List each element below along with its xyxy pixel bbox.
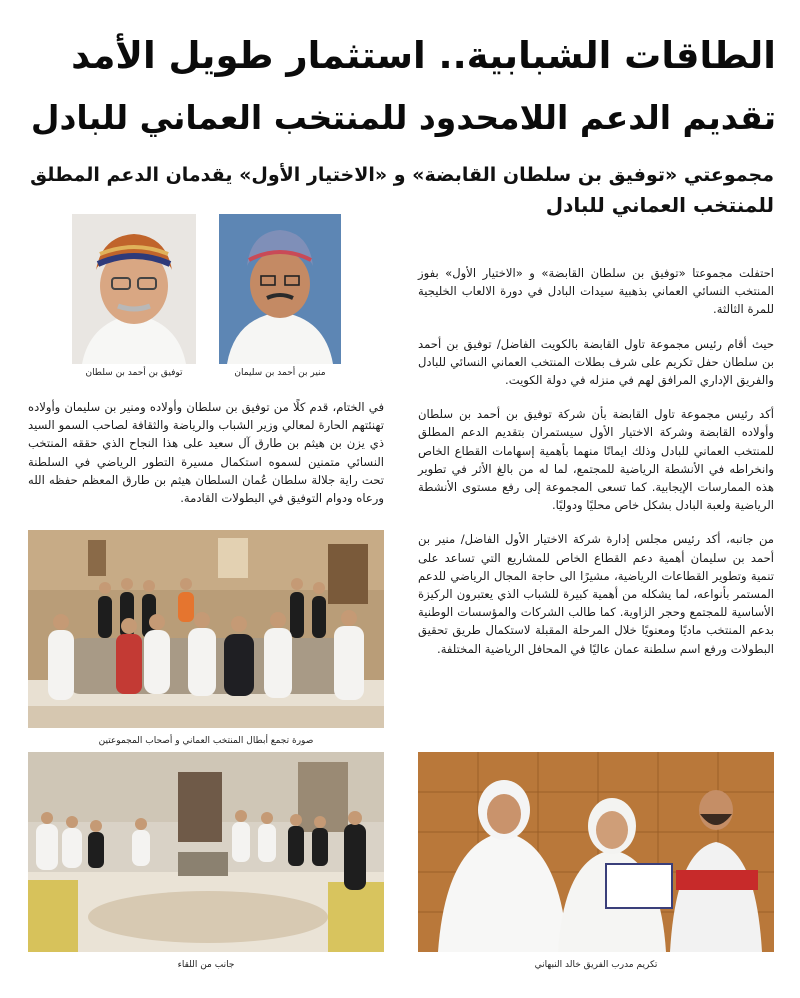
subheadline-line-1: مجموعتي «توفيق بن سلطان القابضة» و «الاختيار الأول» يقدمان الدعم المطلق [30, 164, 774, 186]
portrait-photo-munir [219, 214, 341, 364]
left-paragraph-1: في الختام، قدم كلًا من توفيق بن سلطان وأولاده ومنير بن سليمان وأولاده تهنئتهم الحارة لمعالي وزير الشباب والرياضة والثقافة لصاحب السمو السيد ذي يزن بن هيثم بن طارق آل سعيد على هذا النجاح الذي حققه المنتخب النسائي متمنين لسموه استكمال مسيرة التطور الرياضي في السلطنة تحت راية جلالة سلطان عُمان السلطان هيثم بن طارق المعظم حفظه الله ورعاه ودوام التوفيق في البطولات القادمة. [28, 400, 384, 506]
right-paragraph-2: حيث أقام رئيس مجموعة تاول القابضة بالكويت الفاضل/ توفيق بن أحمد بن سلطان حفل تكريم على شرف بطلات المنتخب العماني النسائي للبادل والفريق الإداري المرافق لهم في منزله في دولة الكويت. [418, 336, 774, 388]
group-photo [28, 530, 384, 728]
caption-coach-photo: تكريم مدرب الفريق خالد النبهاني [534, 960, 658, 970]
right-paragraph-3: أكد رئيس مجموعة تاول القابضة بأن شركة توفيق بن أحمد بن سلطان وأولاده القابضة وشركة الاختيار الأول سيستمران بتقديم الدعم المطلق للمنتخب العماني للبادل وذلك ايمانًا منهما بأهمية إسهامات القطاع الخاص وانخراطه في الأنشطة الرياضية للمجتمع، لما له من بالغ الأثر في تطوير هذه الممارسات الإيجابية. كما تسعى المجموعة إلى رفع مستوى الأنشطة الرياضية ولعبة البادل بشكل خاص محليًا ودوليًا. [418, 407, 774, 513]
portrait-photo-tawfiq [72, 214, 196, 364]
left-column-text [28, 398, 384, 523]
caption-meeting-photo: جانب من اللقاء [177, 960, 235, 970]
subheadline-line-2: للمنتخب العماني للبادل [545, 193, 774, 217]
headline-line-2: تقديم الدعم اللامحدود للمنتخب العماني للبادل [30, 98, 776, 137]
coach-photo [418, 752, 774, 952]
right-paragraph-4: من جانبه، أكد رئيس مجلس إدارة شركة الاختيار الأول الفاضل/ منير بن أحمد بن سليمان أهمية دعم القطاع الخاص للمشاريع التي تساعد على تنمية وتطوير القطاعات الرياضية، مشيرًا الى حاجة المجال الرياضي للدعم المستمر بأنواعه، لما يشكله من أهمية كبيرة للشباب الذي يعتبرون الركيزة الأساسية للمجتمع وحجر الزاوية. كما طالب الشركات والمؤسسات الوطنية بدعم المنتخب ماديًا ومعنويًا خلال المرحلة المقبلة لاستكمال طريق تحقيق البطولات ورفع اسم سلطنة عمان عاليًا في المحافل الرياضية المختلفة. [418, 532, 774, 656]
right-paragraph-1: احتفلت مجموعتا «توفيق بن سلطان القابضة» و «الاختيار الأول» بفوز المنتخب النسائي العماني بذهبية سيدات البادل في دورة الالعاب الخليجية للمرة الثالثة. [418, 266, 774, 317]
caption-portrait-munir: منير بن أحمد بن سليمان [234, 368, 326, 378]
caption-portrait-tawfiq: توفيق بن أحمد بن سلطان [85, 368, 183, 378]
caption-group-photo: صورة تجمع أبطال المنتخب العماني و أصحاب المجموعتين [98, 736, 314, 746]
meeting-photo [28, 752, 384, 952]
headline-line-1: الطاقات الشبابية.. استثمار طويل الأمد [71, 34, 776, 77]
right-column-text [418, 264, 774, 674]
